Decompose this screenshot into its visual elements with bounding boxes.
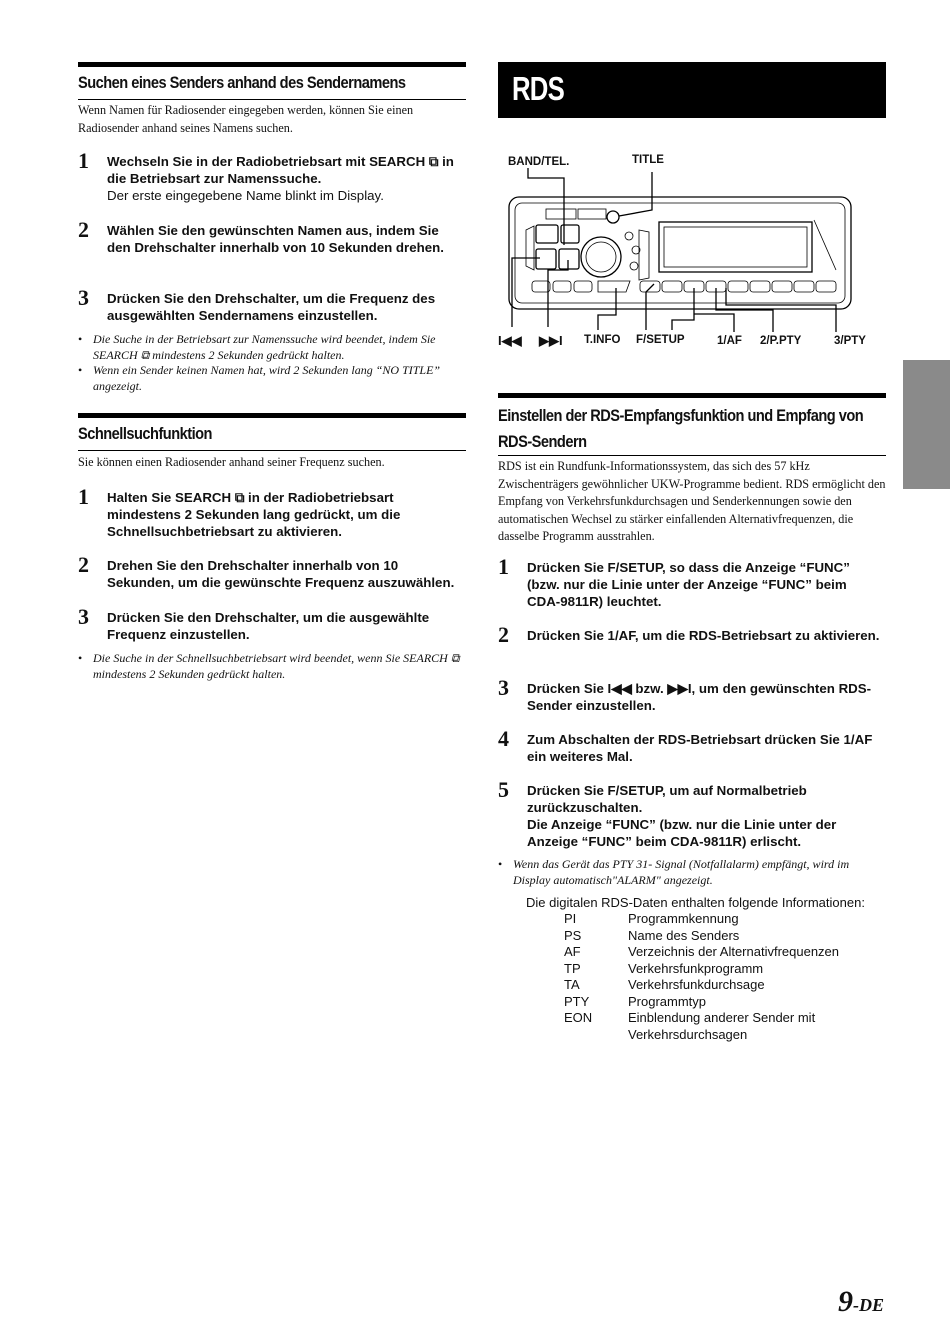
page-number — [838, 1285, 884, 1319]
label-t-info: T.INFO — [584, 334, 621, 346]
rds-info-desc: Verkehrsfunkprogramm — [628, 960, 764, 976]
note-rds-alarm: • Wenn das Gerät das PTY 31- Signal (Notfallalarm) empfängt, wird im Display automatisch"ALARM" angezeigt. — [498, 856, 886, 888]
rds-info-desc: Verkehrsdurchsagen — [628, 1026, 748, 1042]
rds-info-code: PI — [564, 911, 577, 926]
page-number-digit: 9 — [838, 1285, 853, 1318]
rds-info-desc: Einblendung anderer Sender mit — [628, 1010, 816, 1025]
label-next-track: ▶▶I — [539, 333, 563, 348]
label-prev-track: I◀◀ — [498, 333, 522, 348]
note-name-search-2: • Wenn ein Sender keinen Namen hat, wird 2 Sekunden lang “NO TITLE” angezeigt. — [78, 362, 466, 394]
intro-name-search: Wenn Namen für Radiosender eingegeben werden, können Sie einen Radiosender anhand seines Namens suchen. — [78, 103, 414, 135]
label-band-tel: BAND/TEL. — [508, 156, 570, 168]
label-2-p-pty: 2/P.PTY — [760, 335, 802, 347]
rds-info-code: PS — [564, 927, 582, 943]
rds-info-code: TP — [564, 960, 581, 976]
label-3-pty: 3/PTY — [834, 335, 866, 347]
section-heading-quick-search: Schnellsuchfunktion — [78, 413, 466, 451]
rds-info-code: PTY — [564, 993, 590, 1009]
device-diagram — [498, 150, 886, 350]
rds-info-desc: Verkehrsfunkdurchsage — [628, 977, 765, 992]
rds-info-code: AF — [564, 944, 581, 959]
note-name-search-1: • Die Suche in der Betriebsart zur Namenssuche wird beendet, indem Sie SEARCH ⧉ mindestens 2 Sekunden gedrückt halten. — [78, 331, 466, 363]
rds-info-desc: Verzeichnis der Alternativfrequenzen — [628, 944, 840, 959]
section-heading-name-search: Suchen eines Senders anhand des Sendernamens — [78, 62, 466, 100]
car-radio-illustration — [498, 150, 886, 350]
note-quick-search: • Die Suche in der Schnellsuchbetriebsart wird beendet, wenn Sie SEARCH ⧉ mindestens 2 Sekunden gedrückt halten. — [78, 650, 466, 682]
rds-info-desc: Programmtyp — [628, 993, 707, 1009]
label-1-af: 1/AF — [717, 335, 742, 347]
rds-info-code: EON — [564, 1010, 593, 1025]
intro-quick-search: Sie können einen Radiosender anhand seiner Frequenz suchen. — [78, 455, 385, 469]
rds-info-code: TA — [564, 977, 580, 992]
rds-info-desc: Programmkennung — [628, 911, 739, 926]
intro-rds: RDS ist ein Rundfunk-Informationssystem, das sich des 57 kHz Zwischenträgers gewöhnlicher UKW-Programme bedient. RDS ermöglicht den Empfang von Verkehrsfunkdurchsagen und Senderkennungen sowie den automatischen Wechsel zu stärker einfallenden Alternativfrequenzen, die dasselbe Programm ausstrahlen. — [498, 459, 886, 543]
page-number-suffix: -DE — [853, 1295, 884, 1315]
rds-info-desc: Name des Senders — [628, 927, 740, 943]
rds-banner: RDS — [498, 62, 886, 118]
section-heading-rds: Einstellen der RDS-Empfangsfunktion und Empfang von RDS-Sendern — [498, 393, 886, 456]
rds-info-intro: Die digitalen RDS-Daten enthalten folgende Informationen: — [526, 895, 865, 910]
label-title: TITLE — [632, 154, 664, 166]
label-f-setup: F/SETUP — [636, 334, 685, 346]
side-thumb-tab — [903, 360, 950, 489]
